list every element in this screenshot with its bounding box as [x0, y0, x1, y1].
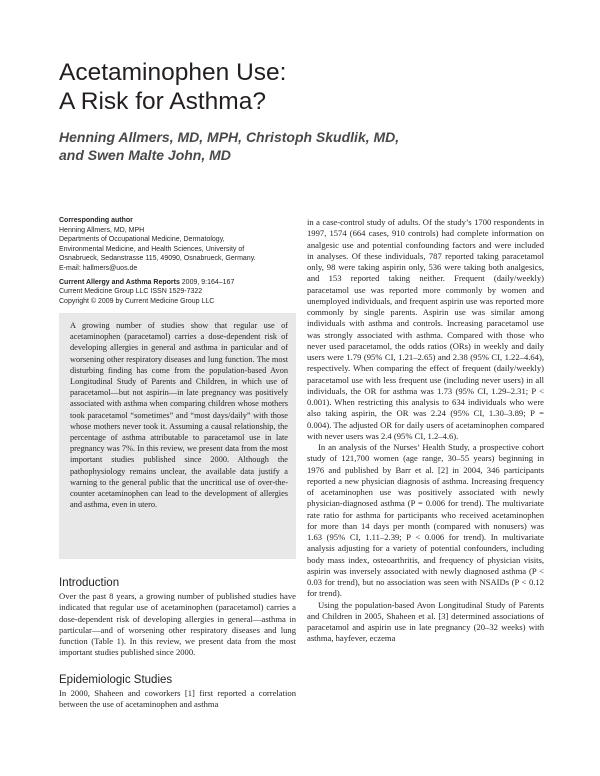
- body-paragraph-2: In an analysis of the Nurses’ Health Study, a prospective cohort study of 121,700 women (age range, 30–55 years) beginning in 1976 and published by Barr et al. [2] in 2004, 346 participants reported a new physician diagnosis of asthma. Increasing frequency of acetaminophen use was positively associated with newly physician-diagnosed asthma (P = 0.006 for trend). The multivariate rate ratio for asthma for participants who received acetaminophen for more than 14 days per month (compared with nonusers) was 1.63 (95% CI, 1.11–2.39; P < 0.006 for trend). In multivariate analysis adjusting for a variety of potential confounders, including body mass index, osteoarthritis, and frequency of physician visits, aspirin was inversely associated with newly diagnosed asthma (P < 0.03 for trend), but no association was seen with NSAIDs (P < 0.12 for trend).: [307, 442, 544, 599]
- journal-name: Current Allergy and Asthma Reports: [59, 278, 180, 286]
- publisher-issn: Current Medicine Group LLC ISSN 1529-7322: [59, 288, 203, 296]
- affiliation-line-2: Environmental Medicine, and Health Sciences, University of: [59, 245, 245, 253]
- body-paragraph-1: in a case-control study of adults. Of the study’s 1700 respondents in 1997, 1574 (664 cases, 910 controls) had complete information on analgesic use and potential confounding factors and were included in analyses. Of these individuals, 787 reported taking paracetamol only, 98 were taking aspirin only, 536 were taking both analgesics, and 153 reported taking neither. Frequent (daily/weekly) paracetamol use was reported more commonly by women and unemployed individuals, and frequent aspirin use was reported more commonly by single parents. Aspirin use was similar among individuals with asthma and controls. Increasing paracetamol use was strongly associated with asthma. Compared with those who never used paracetamol, the odds ratios (ORs) in weekly and daily users were 1.79 (95% CI, 1.21–2.65) and 2.38 (95% CI, 1.22–4.64), respectively. When comparing the effect of frequent (daily/weekly) paracetamol use with less frequent use (including never users) in all individuals, the OR for asthma was 1.73 (95% CI, 1.29–2.31; P < 0.001). When restricting this analysis to 634 individuals who were also taking aspirin, the OR was 2.24 (95% CI, 1.30–3.89; P = 0.004). The adjusted OR for daily users of acetaminophen compared with never users was 2.4 (95% CI, 1.2–4.6).: [307, 217, 544, 441]
- introduction-heading: Introduction: [59, 577, 120, 589]
- title-line-1: Acetaminophen Use:: [59, 59, 287, 86]
- article-title: [59, 58, 539, 116]
- article-metadata: [59, 216, 291, 306]
- abstract-text: A growing number of studies show that regular use of acetaminophen (paracetamol) carries a dose-dependent risk of developing allergies in general and asthma in particular and of worsening other respiratory diseases and lung function. The most disturbing finding has come from the population-based Avon Longitudinal Study of Parents and Children, in which use of paracetamol—but not aspirin—in late pregnancy was positively associated with asthma when comparing children whose mothers took paracetamol “sometimes” and “most days/daily” with those whose mothers never took it. Assuming a causal relationship, the percentage of asthma attributable to paracetamol use in late pregnancy was 7%. In this review, we present data from the most important studies published since 2000. Although the pathophysiology remains unclear, the available data justify a warning to the general public that the uncritical use of over-the-counter acetaminophen can lead to the development of allergies and asthma, even in utero.: [70, 321, 288, 510]
- left-column: [59, 576, 296, 710]
- right-column: [307, 217, 544, 645]
- author-email: E-mail: hallmers@uos.de: [59, 264, 138, 272]
- abstract-box: [59, 313, 296, 559]
- epidemiologic-studies-heading: Epidemiologic Studies: [59, 673, 173, 686]
- affiliation-line-1: Departments of Occupational Medicine, Dermatology,: [59, 236, 225, 244]
- corresponding-author-name: Henning Allmers, MD, MPH: [59, 226, 145, 234]
- epidemiologic-paragraph: In 2000, Shaheen and coworkers [1] first reported a correlation between the use of acetaminophen and asthma: [59, 687, 296, 709]
- body-paragraph-3: Using the population-based Avon Longitudinal Study of Parents and Children in 2005, Shaheen et al. [3] determined associations of paracetamol and aspirin use in late pregnancy (20–32 weeks) with asthma, hayfever, eczema: [307, 599, 544, 644]
- author-list: [59, 128, 559, 164]
- title-line-2: A Risk for Asthma?: [59, 88, 266, 115]
- authors-line-2: and Swen Malte John, MD: [59, 147, 231, 163]
- copyright-notice: Copyright © 2009 by Current Medicine Group LLC: [59, 297, 215, 305]
- corresponding-author-heading: Corresponding author: [59, 217, 133, 224]
- authors-line-1: Henning Allmers, MD, MPH, Christoph Skudlik, MD,: [59, 129, 400, 145]
- affiliation-line-3: Osnabrueck, Sedanstrasse 115, 49090, Osnabrueck, Germany.: [59, 255, 256, 263]
- journal-citation: [59, 278, 291, 288]
- introduction-paragraph: Over the past 8 years, a growing number of published studies have indicated that regular use of acetaminophen (paracetamol) carries a dose-dependent risk of developing allergies in general—asthma in particular—and of worsening other respiratory diseases and lung function (Table 1). In this review, we present data from the most important studies published since 2000.: [59, 591, 296, 658]
- volume-pages: 2009, 9:164–167: [179, 278, 235, 286]
